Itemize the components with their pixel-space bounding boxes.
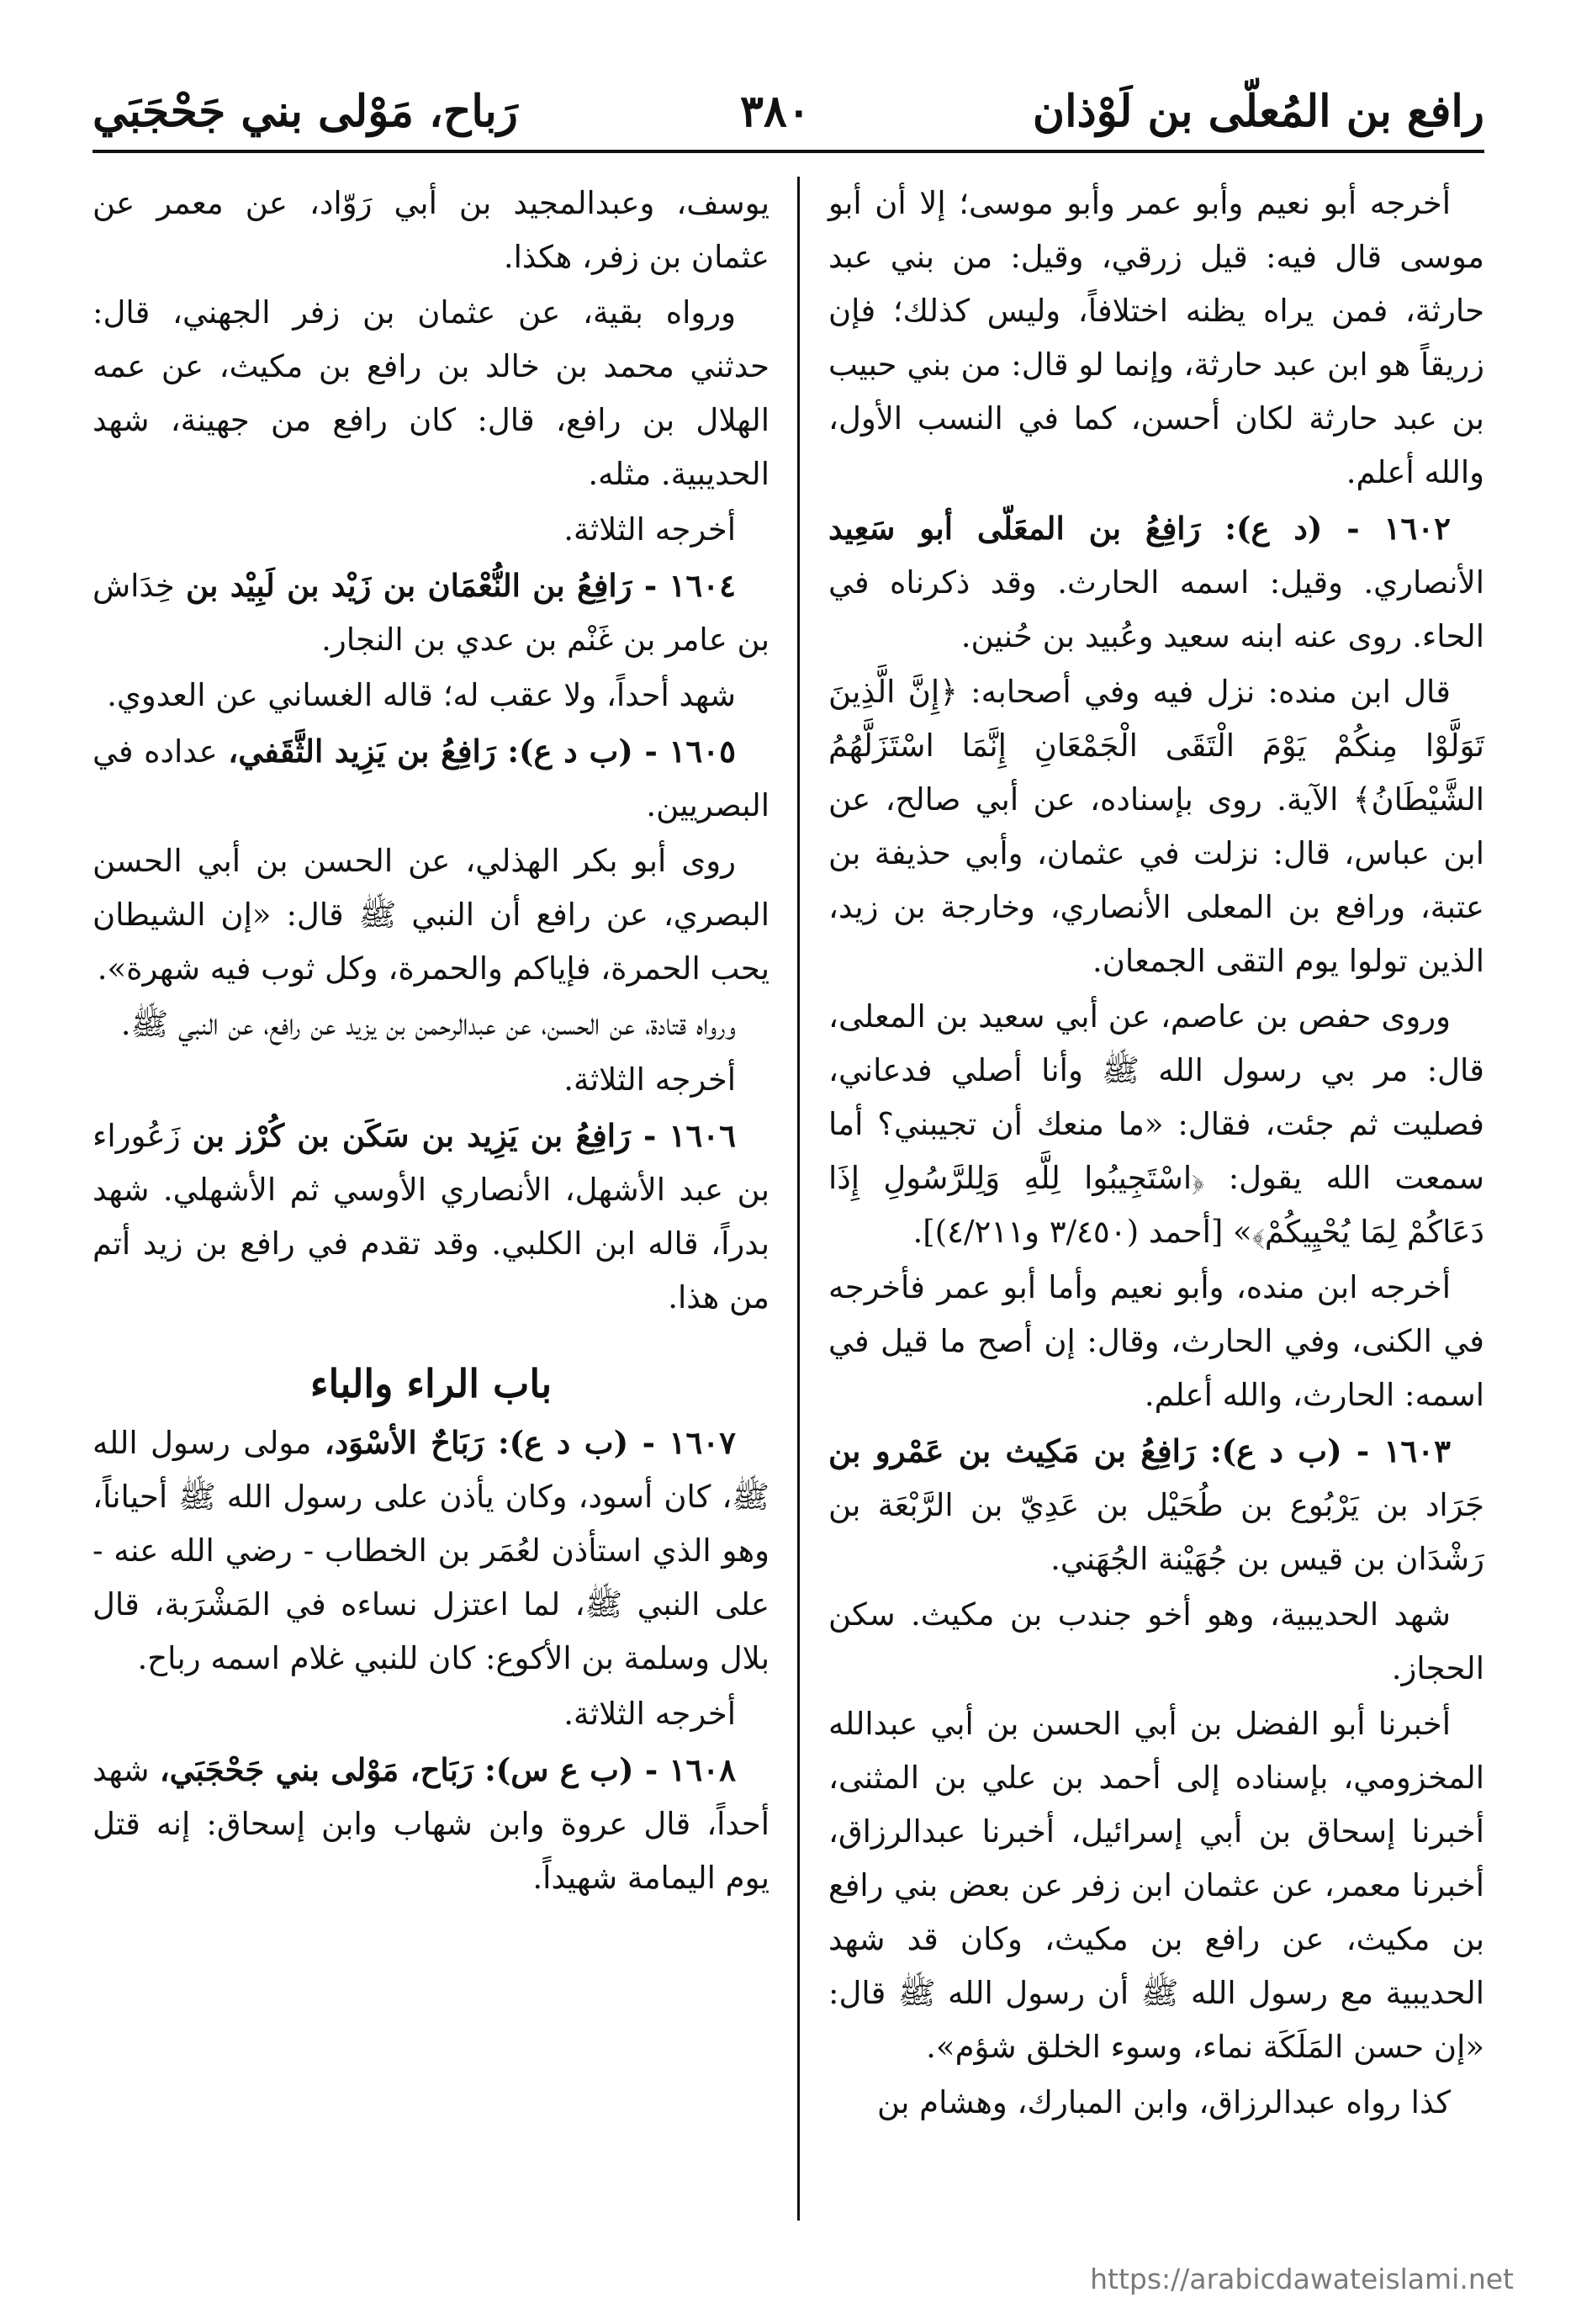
- paragraph-text: قال ابن منده: نزل فيه وفي أصحابه: ﴿إِنَّ الَّذِينَ تَوَلَّوْا مِنكُمْ يَوْمَ الْتَقَى الْجَمْعَانِ إِنَّمَا اسْتَزَلَّهُمُ الشَّيْطَانُ﴾ الآية. روى بإسناده، عن أبي صالح، عن ابن عباس، قال: نزلت في عثمان، وأبي حذيفة بن عتبة، ورافع بن المعلى الأنصاري، وخارجة بن زيد، الذين تولوا يوم التقى الجمعان.: [828, 674, 1484, 979]
- column-divider: [797, 177, 800, 2221]
- paragraph-text: أخرجه الثلاثة.: [563, 1061, 736, 1098]
- entry-heading: ١٦٠٨ - (ب ع س): رَبَاح، مَوْلى بني جَحْجَبَي،: [159, 1751, 736, 1788]
- paragraph: [828, 665, 1484, 988]
- paragraph-text: أخرجه ابن منده، وأبو نعيم وأما أبو عمر فأخرجه في الكنى، وفي الحارث، وقال: إن أصح ما قيل في اسمه: الحارث، والله أعلم.: [828, 1269, 1484, 1413]
- entry-paragraph: [828, 1424, 1484, 1586]
- paragraph-text: شهد أحداً، ولا عقب له؛ قاله الغساني عن العدوي.: [107, 677, 736, 713]
- entry-paragraph: [93, 724, 769, 833]
- entry-paragraph: [93, 1416, 769, 1686]
- paragraph: [828, 1588, 1484, 1696]
- paragraph: [828, 2076, 1484, 2130]
- paragraph-text: روى أبو بكر الهذلي، عن الحسن بن أبي الحسن البصري، عن رافع أن النبي ﷺ قال: «إن الشيطان يحب الحمرة، فإياكم والحمرة، وكل ثوب فيه شهرة».: [93, 843, 769, 987]
- paragraph-text: أخرجه الثلاثة.: [563, 511, 736, 548]
- paragraph-text: أخرجه أبو نعيم وأبو عمر وأبو موسى؛ إلا أن أبو موسى قال فيه: قيل زرقي، وقيل: من بني عبد حارثة، فمن يراه يظنه اختلافاً، وليس كذلك؛ فإن زريقاً هو ابن عبد حارثة، وإنما لو قال: من بني حبيب بن عبد حارثة لكان أحسن، كما في النسب الأول، والله أعلم.: [828, 185, 1484, 490]
- paragraph-text: كذا رواه عبدالرزاق، وابن المبارك، وهشام بن: [876, 2084, 1451, 2120]
- paragraph-text: الأنصاري. وقيل: اسمه الحارث. وقد ذكرناه في الحاء. روى عنه ابنه سعيد وعُبيد بن حُنين.: [828, 564, 1484, 654]
- entry-paragraph: [93, 1109, 769, 1325]
- header-right-title: رافع بن المُعلّى بن لَوْذان: [1032, 86, 1484, 137]
- paragraph: [828, 1697, 1484, 2074]
- paragraph: [93, 1687, 769, 1741]
- paragraph-text: ورواه قتادة، عن الحسن، عن عبدالرحمن بن يزيد عن رافع، عن النبي ﷺ.: [120, 1006, 736, 1042]
- paragraph-text: أخبرنا أبو الفضل بن أبي الحسن بن أبي عبدالله المخزومي، بإسناده إلى أحمد بن علي بن المثنى، أخبرنا إسحاق بن أبي إسرائيل، أخبرنا عبدالرزاق، أخبرنا معمر، عن عثمان ابن زفر عن بعض بني رافع بن مكيث، عن رافع بن مكيث، وكان قد شهد الحديبية مع رسول الله ﷺ أن رسول الله ﷺ قال: «إن حسن المَلَكَة نماء، وسوء الخلق شؤم».: [828, 1706, 1484, 2065]
- paragraph-text: ورواه بقية، عن عثمان بن زفر الجهني، قال: حدثني محمد بن خالد بن رافع بن مكيث، عن عمه الهلال بن رافع، قال: كان رافع من جهينة، شهد الحديبية. مثله.: [93, 294, 769, 492]
- paragraph: [828, 990, 1484, 1259]
- paragraph-text: مولى رسول الله ﷺ، كان أسود، وكان يأذن على رسول الله ﷺ أحياناً، وهو الذي استأذن لعُمَر بن الخطاب - رضي الله عنه - على النبي ﷺ، لما اعتزل نساءه في المَشْرَبة، قال بلال وسلمة بن الأكوع: كان للنبي غلام اسمه رباح.: [93, 1425, 769, 1676]
- paragraph: [93, 1053, 769, 1107]
- running-header: [93, 80, 1484, 143]
- paragraph: [93, 834, 769, 996]
- paragraph: [93, 669, 769, 723]
- page-number: ٣٨٠: [739, 86, 811, 137]
- left-column: [93, 177, 769, 1907]
- entry-heading: ١٦٠٥ - (ب د ع): رَافِعُ بن يَزِيد الثَّقَفي،: [228, 733, 736, 770]
- header-left-title: رَباح، مَوْلى بني جَحْجَبَي: [93, 86, 518, 137]
- entry-heading: ١٦٠٢ - (د ع): رَافِعُ بن المعَلّى أبو سَعِيد: [828, 510, 1451, 547]
- paragraph-text: وروى حفص بن عاصم، عن أبي سعيد بن المعلى، قال: مر بي رسول الله ﷺ وأنا أصلي فدعاني، فصليت ثم جئت، فقال: «ما منعك أن تجيبني؟ أما سمعت الله يقول: ﴿اسْتَجِيبُوا لِلَّهِ وَلِلرَّسُولِ إِذَا دَعَاكُمْ لِمَا يُحْيِيكُمْ﴾» [أحمد (٣/٤٥٠ و٤/٢١١)].: [828, 998, 1484, 1250]
- paragraph-text: عداده في البصريين.: [93, 733, 769, 823]
- entry-paragraph: [93, 1743, 769, 1905]
- paragraph-text: يوسف، وعبدالمجيد بن أبي رَوّاد، عن معمر عن عثمان بن زفر، هكذا.: [93, 185, 769, 275]
- paragraph: [828, 177, 1484, 500]
- paragraph-text: جَرَاد بن يَرْبُوع بن طُحَيْل بن عَدِيّ بن الرَّبْعَة بن رَشْدَان بن قيس بن جُهَيْنة الجُهَني.: [828, 1487, 1484, 1577]
- entry-heading: ١٦٠٣ - (ب د ع): رَافِعُ بن مَكِيث بن عَمْرو بن: [828, 1432, 1451, 1469]
- paragraph-text: شهد الحديبية، وهو أخو جندب بن مكيث. سكن الحجاز.: [828, 1596, 1484, 1686]
- paragraph-text: أخرجه الثلاثة.: [563, 1696, 736, 1732]
- paragraph: [93, 286, 769, 501]
- entry-heading: ١٦٠٦ - رَافِعُ بن يَزِيد بن سَكَن بن كُرْز بن: [192, 1117, 736, 1154]
- entry-heading: ١٦٠٧ - (ب د ع): رَبَاحٌ الأسْوَد،: [324, 1424, 736, 1461]
- watermark-url: https://arabicdawateislami.net: [1090, 2263, 1514, 2295]
- paragraph: [93, 503, 769, 557]
- paragraph-text: زَعُوراء بن عبد الأشهل، الأنصاري الأوسي ثم الأشهلي. شهد بدراً، قاله ابن الكلبي. وقد تقدم في رافع بن زيد أتم من هذا.: [93, 1118, 769, 1316]
- entry-paragraph: [828, 501, 1484, 664]
- right-column: [828, 177, 1484, 2131]
- header-rule: [93, 150, 1484, 153]
- paragraph: [828, 1261, 1484, 1422]
- entry-paragraph: [93, 559, 769, 667]
- paragraph-text: شهد أحداً، قال عروة وابن شهاب وابن إسحاق: إنه قتل يوم اليمامة شهيداً.: [93, 1752, 769, 1896]
- paragraph: [93, 177, 769, 284]
- paragraph-text: خِدَاش بن عامر بن غَنْم بن عدي بن النجار.: [93, 568, 769, 658]
- entry-heading: ١٦٠٤ - رَافِعُ بن النُّعْمَان بن زَيْد بن لَبِيْد بن: [185, 567, 737, 604]
- paragraph: [93, 998, 769, 1051]
- section-heading: باب الراء والباء: [309, 1361, 553, 1406]
